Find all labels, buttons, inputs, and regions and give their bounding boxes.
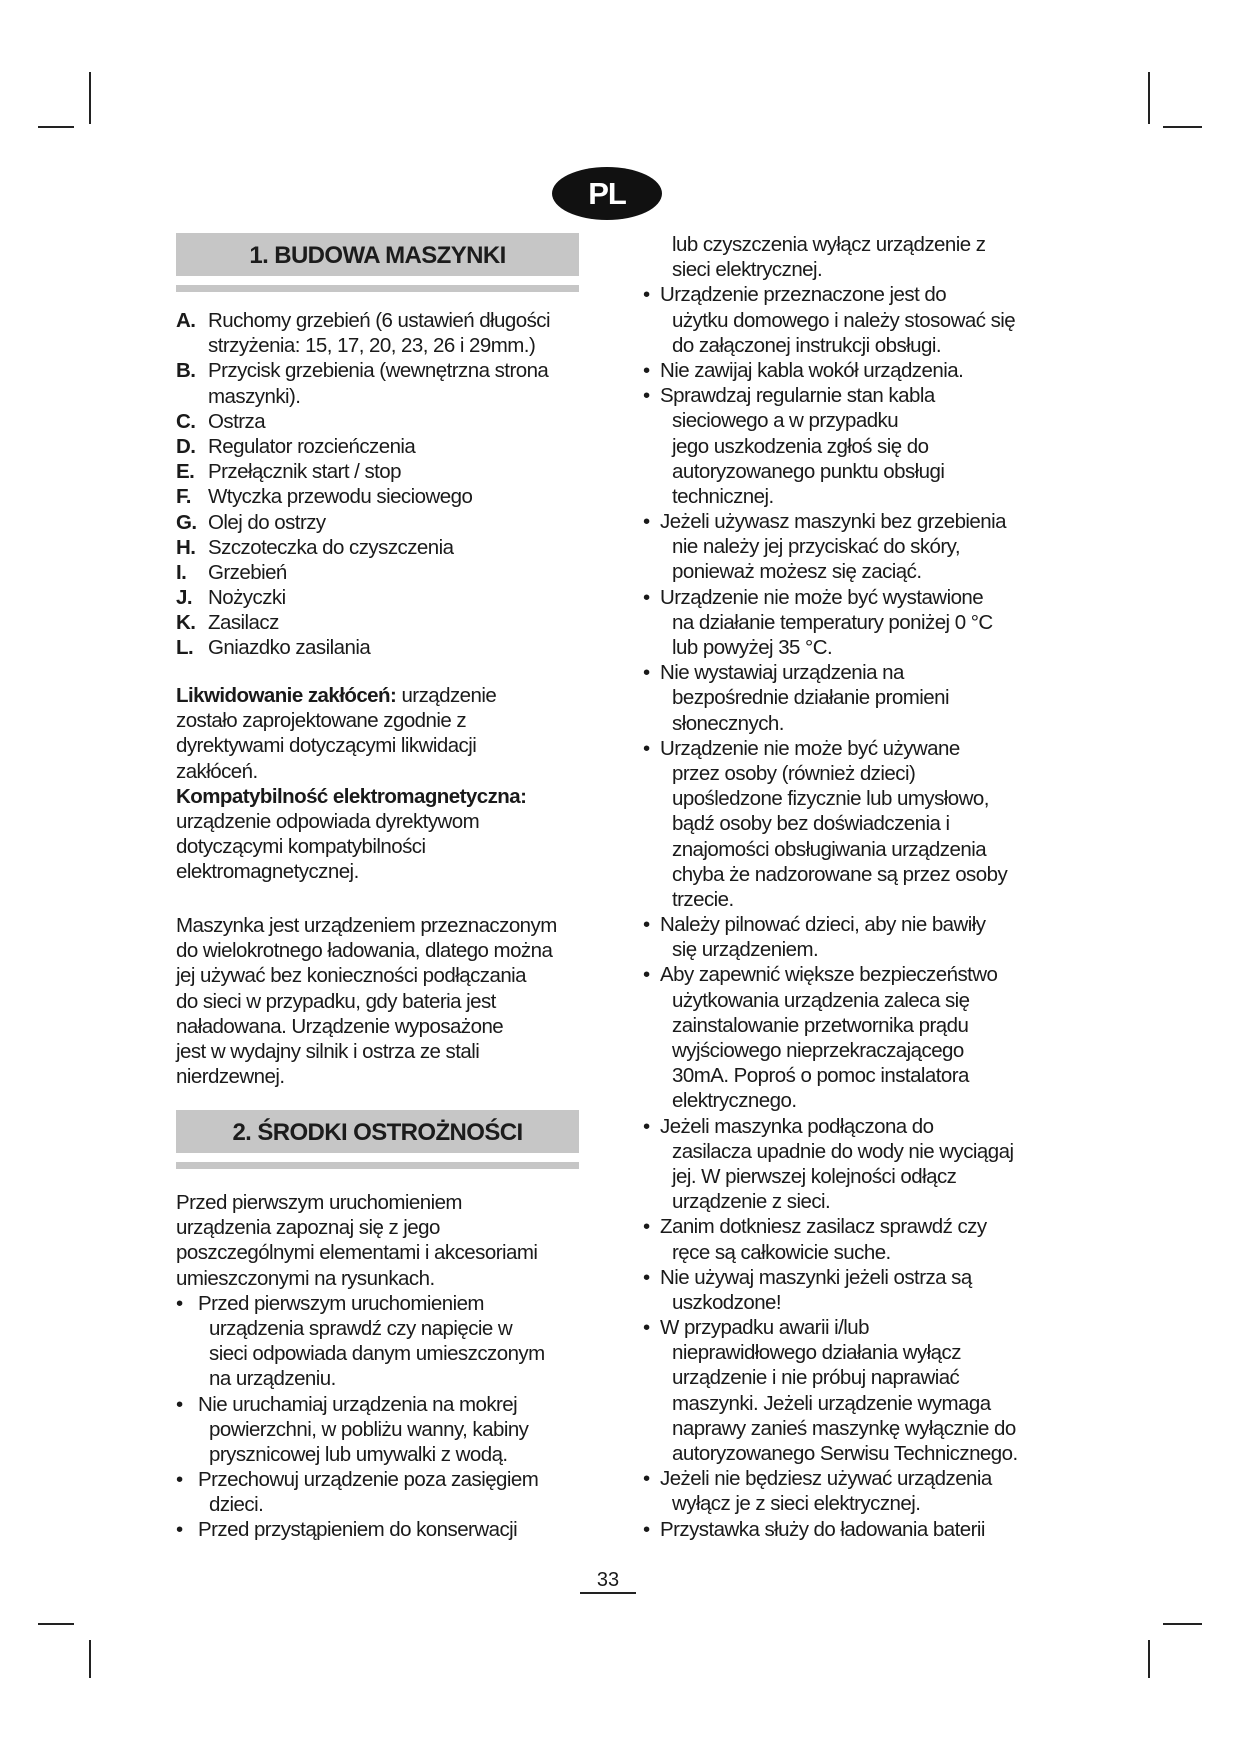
interference-note: [176, 683, 586, 885]
text-line: [176, 913, 586, 938]
text-line: naprawy zanieś maszynkę wyłącznie do: [672, 1416, 1016, 1440]
part-item: [176, 434, 586, 459]
part-item: [176, 535, 586, 560]
bullet-icon: •: [176, 1518, 183, 1542]
bullet-icon: •: [643, 963, 650, 987]
text-line: użytkowania urządzenia zaleca się: [672, 988, 970, 1012]
safety-item: [643, 1466, 1063, 1491]
crop-mark: [1148, 1640, 1150, 1678]
text-line: sieci elektrycznej.: [672, 258, 823, 282]
text-line: chyba że nadzorowane są przez osoby: [672, 862, 1008, 886]
text-line: [176, 1064, 586, 1089]
bullet-icon: •: [643, 1517, 650, 1541]
safety-item: [643, 1491, 1063, 1516]
bullet-icon: •: [643, 283, 650, 307]
crop-mark: [38, 126, 74, 128]
bullet-icon: •: [176, 1392, 183, 1416]
text-line: Urządzenie nie może być wystawione: [660, 585, 984, 609]
text-line: się urządzeniem.: [672, 938, 819, 962]
safety-item: [643, 1038, 1063, 1063]
bullet-icon: •: [643, 1114, 650, 1138]
text-line: nieprawidłowego działania wyłącz: [672, 1341, 961, 1365]
safety-item: [643, 585, 1063, 610]
text-line: [176, 989, 586, 1014]
safety-item: [643, 736, 1063, 761]
safety-item: [643, 912, 1063, 937]
bullet-icon: •: [643, 1467, 650, 1491]
text-line: znajomości obsługiwania urządzenia: [672, 837, 987, 861]
text-line: Przed przystąpieniem do konserwacji: [198, 1518, 518, 1542]
safety-item: [176, 1392, 586, 1417]
item-label: E.: [176, 460, 195, 484]
text-line: urządzenie: [396, 684, 497, 707]
bullet-icon: •: [643, 384, 650, 408]
text-line: jego uszkodzenia zgłoś się do: [672, 434, 929, 458]
heading-divider: [176, 285, 579, 292]
bullet-icon: •: [643, 913, 650, 937]
bullet-icon: •: [176, 1468, 183, 1492]
safety-item: [176, 1291, 586, 1316]
text-line: Maszynka jest urządzeniem przeznaczonym: [176, 914, 557, 937]
safety-item: [643, 1214, 1063, 1239]
text-line: [176, 963, 586, 988]
part-item: [176, 560, 586, 585]
text-line: do wielokrotnego ładowania, dlatego można: [176, 939, 553, 963]
text-line: Zasilacz: [208, 611, 279, 635]
item-label: C.: [176, 409, 196, 433]
text-line: Nie wystawiaj urządzenia na: [660, 661, 904, 685]
item-label: K.: [176, 611, 196, 635]
part-item: [176, 358, 586, 383]
text-line: upośledzone fizycznie lub umysłowo,: [672, 787, 989, 811]
text-line: powierzchni, w pobliżu wanny, kabiny: [209, 1417, 529, 1441]
text-line: Ostrza: [208, 409, 266, 433]
safety-item: [643, 1517, 1063, 1542]
safety-item: [643, 1088, 1063, 1113]
safety-item: [643, 358, 1063, 383]
crop-mark: [89, 72, 91, 124]
section-1-heading: 1. BUDOWA MASZYNKI: [176, 233, 579, 276]
safety-item: [643, 1164, 1063, 1189]
text-line: Regulator rozcieńczenia: [208, 434, 416, 458]
text-line: Przed pierwszym uruchomieniem: [198, 1291, 484, 1315]
text-line: Aby zapewnić większe bezpieczeństwo: [660, 963, 998, 987]
text-line: Nie używaj maszynki jeżeli ostrza są: [660, 1265, 972, 1289]
text-line: [176, 1215, 586, 1240]
part-item: [176, 585, 586, 610]
text-line: do sieci w przypadku, gdy bateria jest: [176, 989, 496, 1013]
text-line: Nie zawijaj kabla wokół urządzenia.: [660, 358, 964, 382]
safety-item: [643, 1013, 1063, 1038]
text-line: Olej do ostrzy: [208, 510, 326, 534]
part-item: [176, 610, 586, 635]
language-badge: PL: [552, 167, 662, 220]
item-label: H.: [176, 535, 196, 559]
text-line: wyłącz je z sieci elektrycznej.: [672, 1492, 921, 1516]
safety-item: [643, 1189, 1063, 1214]
safety-item: [643, 257, 1063, 282]
text-line: Gniazdko zasilania: [208, 636, 371, 660]
bullet-icon: •: [176, 1291, 183, 1315]
safety-item: [643, 988, 1063, 1013]
text-line: sieciowego a w przypadku: [672, 409, 899, 433]
safety-item: [643, 1063, 1063, 1088]
text-line: Sprawdzaj regularnie stan kabla: [660, 384, 935, 408]
bullet-icon: •: [643, 585, 650, 609]
text-line: zasilacza upadnie do wody nie wyciągaj: [672, 1139, 1014, 1163]
safety-item: [176, 1492, 586, 1517]
safety-item: [643, 383, 1063, 408]
safety-item: [643, 509, 1063, 534]
safety-item: [643, 1240, 1063, 1265]
item-label: G.: [176, 510, 197, 534]
safety-item: [643, 308, 1063, 333]
safety-item: [643, 232, 1063, 257]
item-label: J.: [176, 586, 192, 610]
bullet-icon: •: [643, 510, 650, 534]
text-line: Urządzenie nie może być używane: [660, 736, 960, 760]
part-item: [176, 510, 586, 535]
safety-item: [643, 837, 1063, 862]
text-line: poszczególnymi elementami i akcesoriami: [176, 1241, 538, 1265]
text-line: Należy pilnować dzieci, aby nie bawiły: [660, 913, 986, 937]
bullet-icon: •: [643, 661, 650, 685]
parts-list: [176, 308, 586, 661]
safety-item: [643, 534, 1063, 559]
text-line: zostało zaprojektowane zgodnie z: [176, 709, 467, 733]
safety-item: [176, 1417, 586, 1442]
text-line: [176, 1039, 586, 1064]
text-line: nierdzewnej.: [176, 1065, 285, 1089]
bullet-icon: •: [643, 736, 650, 760]
safety-item: [643, 1340, 1063, 1365]
text-line: Przełącznik start / stop: [208, 460, 402, 484]
text-line: dyrektywami dotyczącymi likwidacji: [176, 734, 477, 758]
part-item: [176, 308, 586, 333]
safety-item: [176, 1341, 586, 1366]
text-line: jej używać bez konieczności podłączania: [176, 964, 527, 988]
text-line: Zanim dotkniesz zasilacz sprawdź czy: [660, 1215, 987, 1239]
safety-item: [643, 1265, 1063, 1290]
text-line: zainstalowanie przetwornika prądu: [672, 1013, 969, 1037]
item-label: L.: [176, 636, 194, 660]
safety-item: [643, 761, 1063, 786]
text-line: [176, 1240, 586, 1265]
text-line: Jeżeli nie będziesz używać urządzenia: [660, 1467, 992, 1491]
safety-item: [643, 711, 1063, 736]
safety-item: [643, 434, 1063, 459]
text-line: Jeżeli używasz maszynki bez grzebienia: [660, 510, 1006, 534]
text-line: użytku domowego i należy stosować się: [672, 308, 1016, 332]
text-line: sieci odpowiada danym umieszczonym: [209, 1342, 545, 1366]
safety-item: [643, 1315, 1063, 1340]
text-line: do załączonej instrukcji obsługi.: [672, 333, 942, 357]
text-line: Szczoteczka do czyszczenia: [208, 535, 454, 559]
part-item: [176, 333, 586, 358]
text-line: lub powyżej 35 °C.: [672, 636, 833, 659]
text-line: [176, 1266, 586, 1291]
text-line: Przed pierwszym uruchomieniem: [176, 1191, 462, 1214]
text-line: przez osoby (również dzieci): [672, 761, 916, 785]
text-line: bądź osoby bez doświadczenia i: [672, 812, 950, 836]
text-line: elektrycznego.: [672, 1089, 797, 1113]
part-item: [176, 635, 586, 660]
safety-item: [643, 635, 1063, 660]
safety-item: [643, 660, 1063, 685]
text-line: zakłóceń.: [176, 759, 258, 783]
text-line: urządzenie z sieci.: [672, 1190, 831, 1214]
text-line: słonecznych.: [672, 711, 784, 735]
text-line: ręce są całkowicie suche.: [672, 1240, 891, 1264]
text-line: jest w wydajny silnik i ostrza ze stali: [176, 1039, 480, 1063]
safety-item: [643, 559, 1063, 584]
safety-item: [643, 408, 1063, 433]
crop-mark: [38, 1623, 74, 1625]
text-line: uszkodzone!: [672, 1290, 782, 1314]
part-item: [176, 484, 586, 509]
safety-item: [176, 1316, 586, 1341]
text-line: 30mA. Poproś o pomoc instalatora: [672, 1064, 969, 1088]
text-line: bezpośrednie działanie promieni: [672, 686, 949, 710]
text-line: maszynki. Jeżeli urządzenie wymaga: [672, 1391, 991, 1415]
text-line: Przechowuj urządzenie poza zasięgiem: [198, 1468, 539, 1492]
text-line: dotyczącymi kompatybilności: [176, 835, 426, 859]
safety-item: [643, 1365, 1063, 1390]
text-line: na urządzeniu.: [209, 1367, 336, 1391]
text-line: urządzenia sprawdź czy napięcie w: [209, 1316, 513, 1340]
text-line: lub czyszczenia wyłącz urządzenie z: [672, 233, 986, 256]
safety-item: [643, 282, 1063, 307]
text-line: urządzenie i nie próbuj naprawiać: [672, 1366, 960, 1390]
safety-item: [643, 333, 1063, 358]
safety-item: [643, 1391, 1063, 1416]
text-line: na działanie temperatury poniżej 0 °C: [672, 610, 993, 634]
safety-item: [643, 786, 1063, 811]
text-line: Nie uruchamiaj urządzenia na mokrej: [198, 1392, 518, 1416]
page-number: 33: [580, 1568, 636, 1594]
text-line: dzieci.: [209, 1493, 264, 1517]
safety-item: [643, 1114, 1063, 1139]
text-line: urządzenie odpowiada dyrektywom: [176, 809, 480, 833]
text-line: Ruchomy grzebień (6 ustawień długości: [208, 309, 551, 332]
safety-item: [643, 811, 1063, 836]
safety-item: [643, 610, 1063, 635]
text-line: nie należy jej przyciskać do skóry,: [672, 535, 960, 559]
safety-item: [643, 459, 1063, 484]
crop-mark: [1148, 72, 1150, 124]
text-line: technicznej.: [672, 484, 774, 508]
text-line: Nożyczki: [208, 586, 286, 610]
safety-item: [176, 1366, 586, 1391]
text-line: autoryzowanego punktu obsługi: [672, 459, 945, 483]
text-line: Przycisk grzebienia (wewnętrzna strona: [208, 359, 549, 383]
text-line: jej. W pierwszej kolejności odłącz: [672, 1164, 957, 1188]
interference-heading: Likwidowanie zakłóceń:: [176, 684, 397, 707]
heading-divider: [176, 1162, 579, 1169]
safety-item: [176, 1467, 586, 1492]
crop-mark: [1163, 1623, 1202, 1625]
item-label: F.: [176, 485, 191, 509]
safety-intro: [176, 1190, 586, 1543]
text-line: [176, 938, 586, 963]
bullet-icon: •: [643, 1316, 650, 1340]
product-description: [176, 913, 586, 1089]
text-line: Grzebień: [208, 560, 287, 584]
text-line: naładowana. Urządzenie wyposażone: [176, 1014, 504, 1038]
safety-item: [643, 1441, 1063, 1466]
text-line: Jeżeli maszynka podłączona do: [660, 1114, 934, 1138]
section-2-heading: 2. ŚRODKI OSTROŻNOŚCI: [176, 1110, 579, 1153]
safety-item: [643, 484, 1063, 509]
text-line: trzecie.: [672, 887, 734, 911]
part-item: [176, 384, 586, 409]
text-line: prysznicowej lub umywalki z wodą.: [209, 1442, 508, 1466]
text-line: autoryzowanego Serwisu Technicznego.: [672, 1442, 1018, 1465]
text-line: [176, 1014, 586, 1039]
bullet-icon: •: [643, 1265, 650, 1289]
safety-item: [176, 1442, 586, 1467]
text-line: umieszczonymi na rysunkach.: [176, 1266, 435, 1290]
text-line: elektromagnetycznej.: [176, 860, 359, 884]
text-line: Wtyczka przewodu sieciowego: [208, 485, 473, 509]
emc-heading: Kompatybilność elektromagnetyczna:: [176, 784, 527, 808]
text-line: urządzenia zapoznaj się z jego: [176, 1216, 440, 1240]
text-line: ponieważ możesz się zaciąć.: [672, 560, 922, 584]
text-line: [176, 1190, 586, 1215]
safety-item: [643, 1139, 1063, 1164]
bullet-icon: •: [643, 1215, 650, 1239]
safety-item: [643, 1290, 1063, 1315]
safety-item: [643, 685, 1063, 710]
text-line: Przystawka służy do ładowania baterii: [660, 1517, 985, 1541]
safety-item: [643, 962, 1063, 987]
part-item: [176, 459, 586, 484]
item-label: D.: [176, 434, 196, 458]
safety-item: [643, 887, 1063, 912]
text-line: W przypadku awarii i/lub: [660, 1316, 869, 1340]
safety-item: [176, 1517, 586, 1542]
bullet-icon: •: [643, 358, 650, 382]
safety-item: [643, 1416, 1063, 1441]
safety-item: [643, 862, 1063, 887]
text-line: wyjściowego nieprzekraczającego: [672, 1039, 964, 1062]
safety-list-right: [643, 232, 1063, 1542]
item-label: A.: [176, 309, 196, 332]
text-line: Urządzenie przeznaczone jest do: [660, 283, 947, 307]
safety-item: [643, 937, 1063, 962]
text-line: maszynki).: [208, 384, 301, 408]
part-item: [176, 409, 586, 434]
item-label: B.: [176, 359, 196, 383]
crop-mark: [89, 1640, 91, 1678]
item-label: I.: [176, 560, 187, 584]
text-line: strzyżenia: 15, 17, 20, 23, 26 i 29mm.): [208, 334, 536, 358]
crop-mark: [1163, 126, 1202, 128]
